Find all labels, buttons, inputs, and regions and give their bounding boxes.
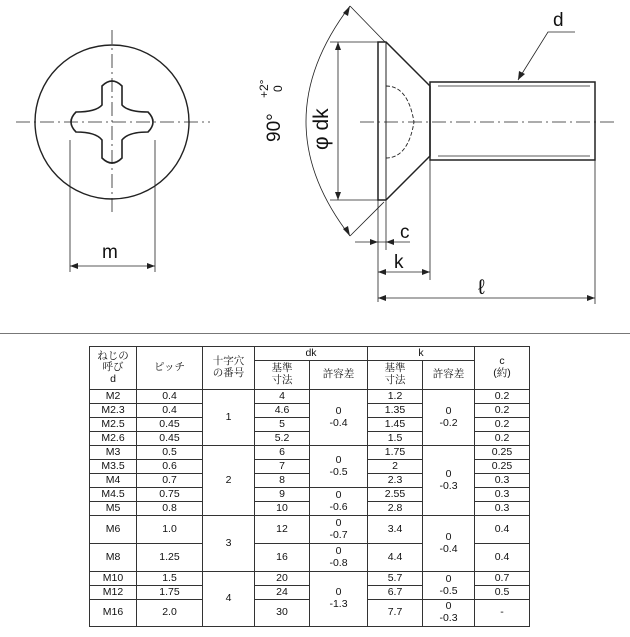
cell-k: 2 [368,460,423,474]
header-c: c (約) [475,347,530,390]
cell-cross-group: 4 [203,572,255,627]
cell-d: M5 [90,502,137,516]
cell-dk-tol-group: 0 -0.6 [310,488,368,516]
cell-dk: 24 [255,586,310,600]
angle-leader-top [350,6,385,42]
m-arrow-right [147,263,155,269]
section-divider [0,333,630,334]
cell-dk: 16 [255,544,310,572]
cell-k: 1.2 [368,390,423,404]
cell-pitch: 0.8 [137,502,203,516]
cell-c: 0.25 [475,460,530,474]
cell-d: M3 [90,446,137,460]
cell-dk: 5.2 [255,432,310,446]
cell-c: 0.4 [475,516,530,544]
cell-dk-tol-group: 0 -0.7 [310,516,368,544]
cell-dk: 9 [255,488,310,502]
cell-d: M2.5 [90,418,137,432]
cell-dk: 20 [255,572,310,586]
cell-dk: 6 [255,446,310,460]
cell-k-tol-group: 0 -0.2 [423,390,475,446]
cell-pitch: 0.6 [137,460,203,474]
cell-k: 4.4 [368,544,423,572]
cell-pitch: 1.75 [137,586,203,600]
cell-pitch: 0.4 [137,390,203,404]
cell-c: 0.7 [475,572,530,586]
cell-pitch: 0.7 [137,474,203,488]
cell-d: M8 [90,544,137,572]
header-thread: ねじの 呼び d [90,347,137,390]
label-k: k [394,252,404,273]
header-k-tolerance: 許容差 [423,361,475,390]
cell-dk: 4 [255,390,310,404]
header-pitch: ピッチ [137,347,203,390]
m-arrow-left [70,263,78,269]
cell-c: 0.3 [475,502,530,516]
cell-c: 0.3 [475,488,530,502]
cell-d: M4 [90,474,137,488]
cell-c: 0.2 [475,432,530,446]
cell-c: 0.4 [475,544,530,572]
cell-pitch: 0.45 [137,432,203,446]
cell-c: 0.25 [475,446,530,460]
cell-c: 0.5 [475,586,530,600]
c-arrow-left [370,239,378,245]
header-k-basic: 基準 寸法 [368,361,423,390]
cell-dk-tol-group: 0 -0.4 [310,390,368,446]
cell-d: M10 [90,572,137,586]
cell-d: M4.5 [90,488,137,502]
dk-arrow-top [335,42,341,50]
cell-pitch: 0.4 [137,404,203,418]
cell-c: 0.2 [475,404,530,418]
dk-arrow-bottom [335,192,341,200]
cell-c: 0.2 [475,390,530,404]
label-d: d [553,10,564,31]
cell-c: 0.2 [475,418,530,432]
cell-dk: 8 [255,474,310,488]
d-leader-arrow [518,71,525,80]
label-angle-tol-upper: +2° [257,79,271,98]
cell-cross-group: 2 [203,446,255,516]
cell-cross-group: 1 [203,390,255,446]
cell-k: 2.8 [368,502,423,516]
cell-dk-tol-group: 0 -0.5 [310,446,368,488]
cell-k: 1.75 [368,446,423,460]
l-arrow-left [378,295,386,301]
cell-d: M16 [90,600,137,627]
header-k: k [368,347,475,361]
label-angle-tol-lower: 0 [271,85,285,92]
cell-c: - [475,600,530,627]
k-arrow-left [378,269,386,275]
cell-pitch: 1.5 [137,572,203,586]
cell-d: M3.5 [90,460,137,474]
label-l: ℓ [478,276,485,299]
cell-d: M12 [90,586,137,600]
cell-pitch: 2.0 [137,600,203,627]
cell-d: M6 [90,516,137,544]
cell-dk: 12 [255,516,310,544]
k-arrow-right [422,269,430,275]
angle-leader-bottom [350,202,384,236]
cell-dk: 5 [255,418,310,432]
cell-d: M2 [90,390,137,404]
cell-k-tol-group: 0 -0.3 [423,446,475,516]
c-arrow-right [386,239,394,245]
label-c: c [400,222,410,243]
header-dk: dk [255,347,368,361]
cell-c: 0.3 [475,474,530,488]
cell-dk: 7 [255,460,310,474]
cell-pitch: 0.75 [137,488,203,502]
cell-dk: 10 [255,502,310,516]
cell-k: 1.45 [368,418,423,432]
dimension-table-container [89,346,530,627]
cell-k: 3.4 [368,516,423,544]
cell-dk: 4.6 [255,404,310,418]
label-m: m [102,242,118,263]
cell-k: 2.3 [368,474,423,488]
label-dk: φ dk [310,108,333,150]
header-dk-basic: 基準 寸法 [255,361,310,390]
cell-pitch: 1.25 [137,544,203,572]
cell-pitch: 0.45 [137,418,203,432]
cell-pitch: 1.0 [137,516,203,544]
cell-pitch: 0.5 [137,446,203,460]
l-arrow-right [587,295,595,301]
dimension-table [89,346,530,627]
cell-d: M2.3 [90,404,137,418]
cell-d: M2.6 [90,432,137,446]
cell-k: 6.7 [368,586,423,600]
cell-dk: 30 [255,600,310,627]
cell-k: 2.55 [368,488,423,502]
header-dk-tolerance: 許容差 [310,361,368,390]
cell-dk-tol-group: 0 -1.3 [310,572,368,627]
shank [430,82,595,160]
header-cross: 十字穴 の番号 [203,347,255,390]
cell-k: 7.7 [368,600,423,627]
d-leader-line [518,32,575,80]
cell-k: 5.7 [368,572,423,586]
cell-k-tol-group: 0 -0.4 [423,516,475,572]
cell-k: 1.5 [368,432,423,446]
cell-k-tol-group: 0 -0.5 [423,572,475,600]
cell-dk-tol-group: 0 -0.8 [310,544,368,572]
cell-cross-group: 3 [203,516,255,572]
cell-k: 1.35 [368,404,423,418]
label-angle: 90° [264,113,285,142]
cell-k-tol-group: 0 -0.3 [423,600,475,627]
